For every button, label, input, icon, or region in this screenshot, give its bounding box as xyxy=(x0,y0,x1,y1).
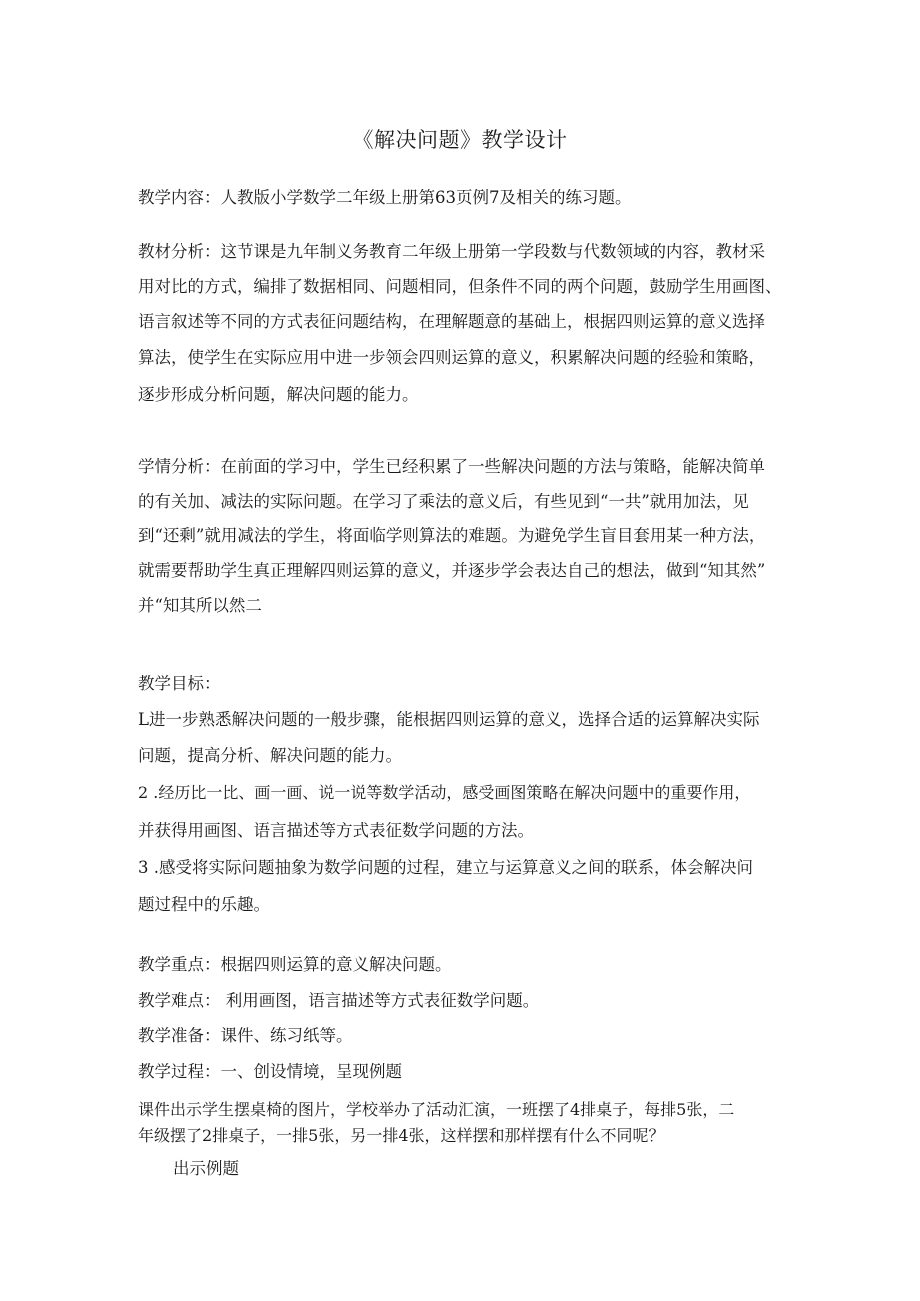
material-analysis-line: 用对比的方式，编排了数据相同、问题相同，但条件不同的两个问题，鼓励学生用画图、 xyxy=(138,277,782,296)
courseware-line: 年级摆了2排桌子，一排5张，另一排4张，这样摆和那样摆有什么不同呢？ xyxy=(138,1126,665,1145)
teaching-content: 教学内容：人教版小学数学二年级上册第63页例7及相关的练习题。 xyxy=(138,188,632,207)
objective-line: 问题，提高分析、解决问题的能力。 xyxy=(138,746,402,765)
objectives-heading: 教学目标： xyxy=(138,674,221,693)
objective-line: 并获得用画图、语言描述等方式表征数学问题的方法。 xyxy=(138,821,534,840)
objective-line: 题过程中的乐趣。 xyxy=(138,895,270,914)
objective-line: L进一步熟悉解决问题的一般步骤，能根据四则运算的意义，选择合适的运算解决实际 xyxy=(138,710,760,729)
learner-analysis-line: 并“知其所以然二 xyxy=(138,596,262,615)
courseware-line: 课件出示学生摆桌椅的图片，学校举办了活动汇演，一班摆了4排桌子，每排5张，二 xyxy=(138,1100,735,1119)
material-analysis-line: 逐步形成分析问题，解决问题的能力。 xyxy=(138,385,419,404)
objective-line: 3 .感受将实际问题抽象为数学问题的过程，建立与运算意义之间的联系，体会解决问 xyxy=(138,858,753,877)
material-analysis-line: 算法，使学生在实际应用中进一步领会四则运算的意义，积累解决问题的经验和策略， xyxy=(138,348,765,367)
learner-analysis-line: 学情分析：在前面的学习中，学生已经积累了一些解决问题的方法与策略，能解决简单 xyxy=(138,457,765,476)
learner-analysis-line: 到“还剩”就用减法的学生，将面临学则算法的难题。为避免学生盲目套用某一种方法， xyxy=(138,526,766,545)
material-analysis-line: 教材分析：这节课是九年制义务教育二年级上册第一学段数与代数领域的内容，教材采 xyxy=(138,242,765,261)
material-analysis-line: 语言叙述等不同的方式表征问题结构，在理解题意的基础上，根据四则运算的意义选择 xyxy=(138,312,765,331)
show-example: 出示例题 xyxy=(173,1159,239,1178)
key-point: 教学重点：根据四则运算的意义解决问题。 xyxy=(138,955,452,974)
document-title: 《解决问题》教学设计 xyxy=(352,128,568,152)
learner-analysis-line: 就需要帮助学生真正理解四则运算的意义，并逐步学会表达自己的想法，做到“知其然” xyxy=(138,561,766,580)
preparation: 教学准备：课件、练习纸等。 xyxy=(138,1026,353,1045)
process: 教学过程：一、创设情境，呈现例题 xyxy=(138,1062,402,1081)
difficulty: 教学难点： 利用画图，语言描述等方式表征数学问题。 xyxy=(138,991,540,1010)
objective-line: 2 .经历比一比、画一画、说一说等数学活动，感受画图策略在解决问题中的重要作用， xyxy=(138,783,751,802)
learner-analysis-line: 的有关加、减法的实际问题。在学习了乘法的意义后，有些见到“一共”就用加法，见 xyxy=(138,492,749,511)
